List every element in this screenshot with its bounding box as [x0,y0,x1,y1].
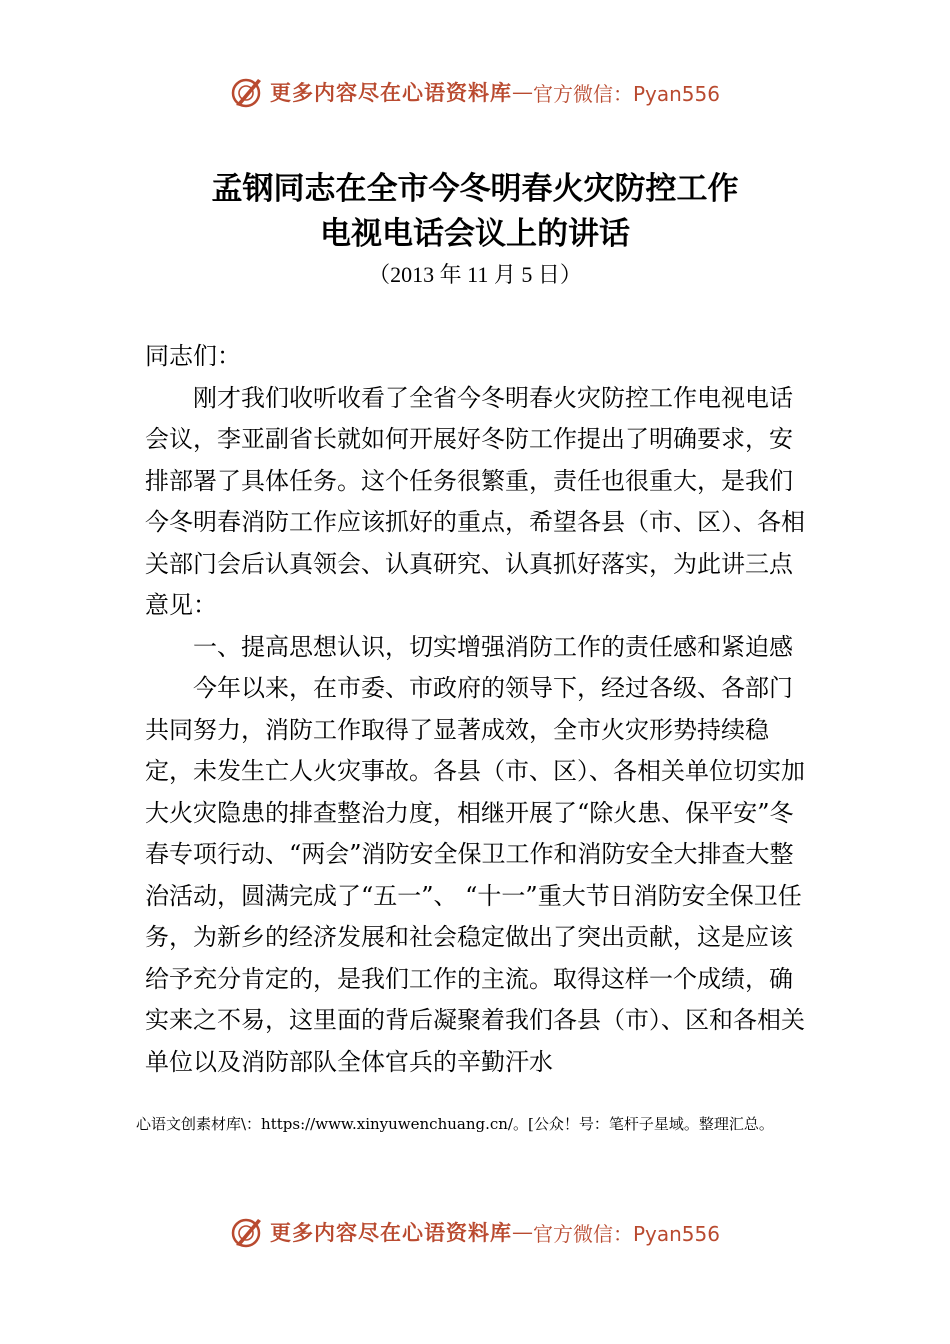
banner-wechat: 官方微信：Pyan556 [532,1221,720,1246]
section-heading-1: 一、提高思想认识，切实增强消防工作的责任感和紧迫感 [193,632,793,661]
document-title-line-2: 电视电话会议上的讲话 [320,216,630,252]
document-body [145,336,815,1083]
salutation: 同志们： [145,342,241,370]
quill-logo-icon [230,75,264,109]
banner-dash: — [511,80,533,104]
banner-wechat: 官方微信：Pyan556 [532,81,720,106]
banner-title: 更多内容尽在心语资料库 [269,80,512,105]
paragraph-1: 刚才我们收听收看了全省今冬明春火灾防控工作电视电话会议，李亚副省长就如何开展好冬防工作提出了明确要求，安排部署了具体任务。这个任务很繁重，责任也很重大，是我们今冬明春消防工作应该抓好的重点，希望各县（市、区）、各相关部门会后认真领会、认真研究、认真抓好落实，为此讲三点意见： [145,383,805,619]
banner-dash: — [511,1220,533,1244]
document-title-line-1: 孟钢同志在全市今冬明春火灾防控工作 [211,171,739,207]
footer-watermark-banner [0,1212,950,1252]
header-watermark-banner [0,72,950,112]
paragraph-2: 今年以来，在市委、市政府的领导下，经过各级、各部门共同努力，消防工作取得了显著成效，全市火灾形势持续稳定，未发生亡人火灾事故。各县（市、区）、各相关单位切实加大火灾隐患的排查整治力度，相继开展了“除火患、保平安”冬春专项行动、“两会”消防安全保卫工作和消防安全大排查大整治活动，圆满完成了“五一”、 “十一”重大节日消防安全保卫任务，为新乡的经济发展和社会稳定做出了突出贡献，这是应该给予充分肯定的，是我们工作的主流。取得这样一个成绩，确实来之不易，这里面的背后凝聚着我们各县（市）、区和各相关单位以及消防部队全体官兵的辛勤汗水 [145,674,805,1076]
quill-logo-icon [230,1215,264,1249]
banner-title: 更多内容尽在心语资料库 [269,1220,512,1245]
document-date: （2013 年 11 月 5 日） [368,262,582,287]
footer-source-note: 心语文创素材库\：https://www.xinyuwenchuang.cn/。[公众！号：笔杆子星域。整理汇总。 [136,1115,774,1133]
